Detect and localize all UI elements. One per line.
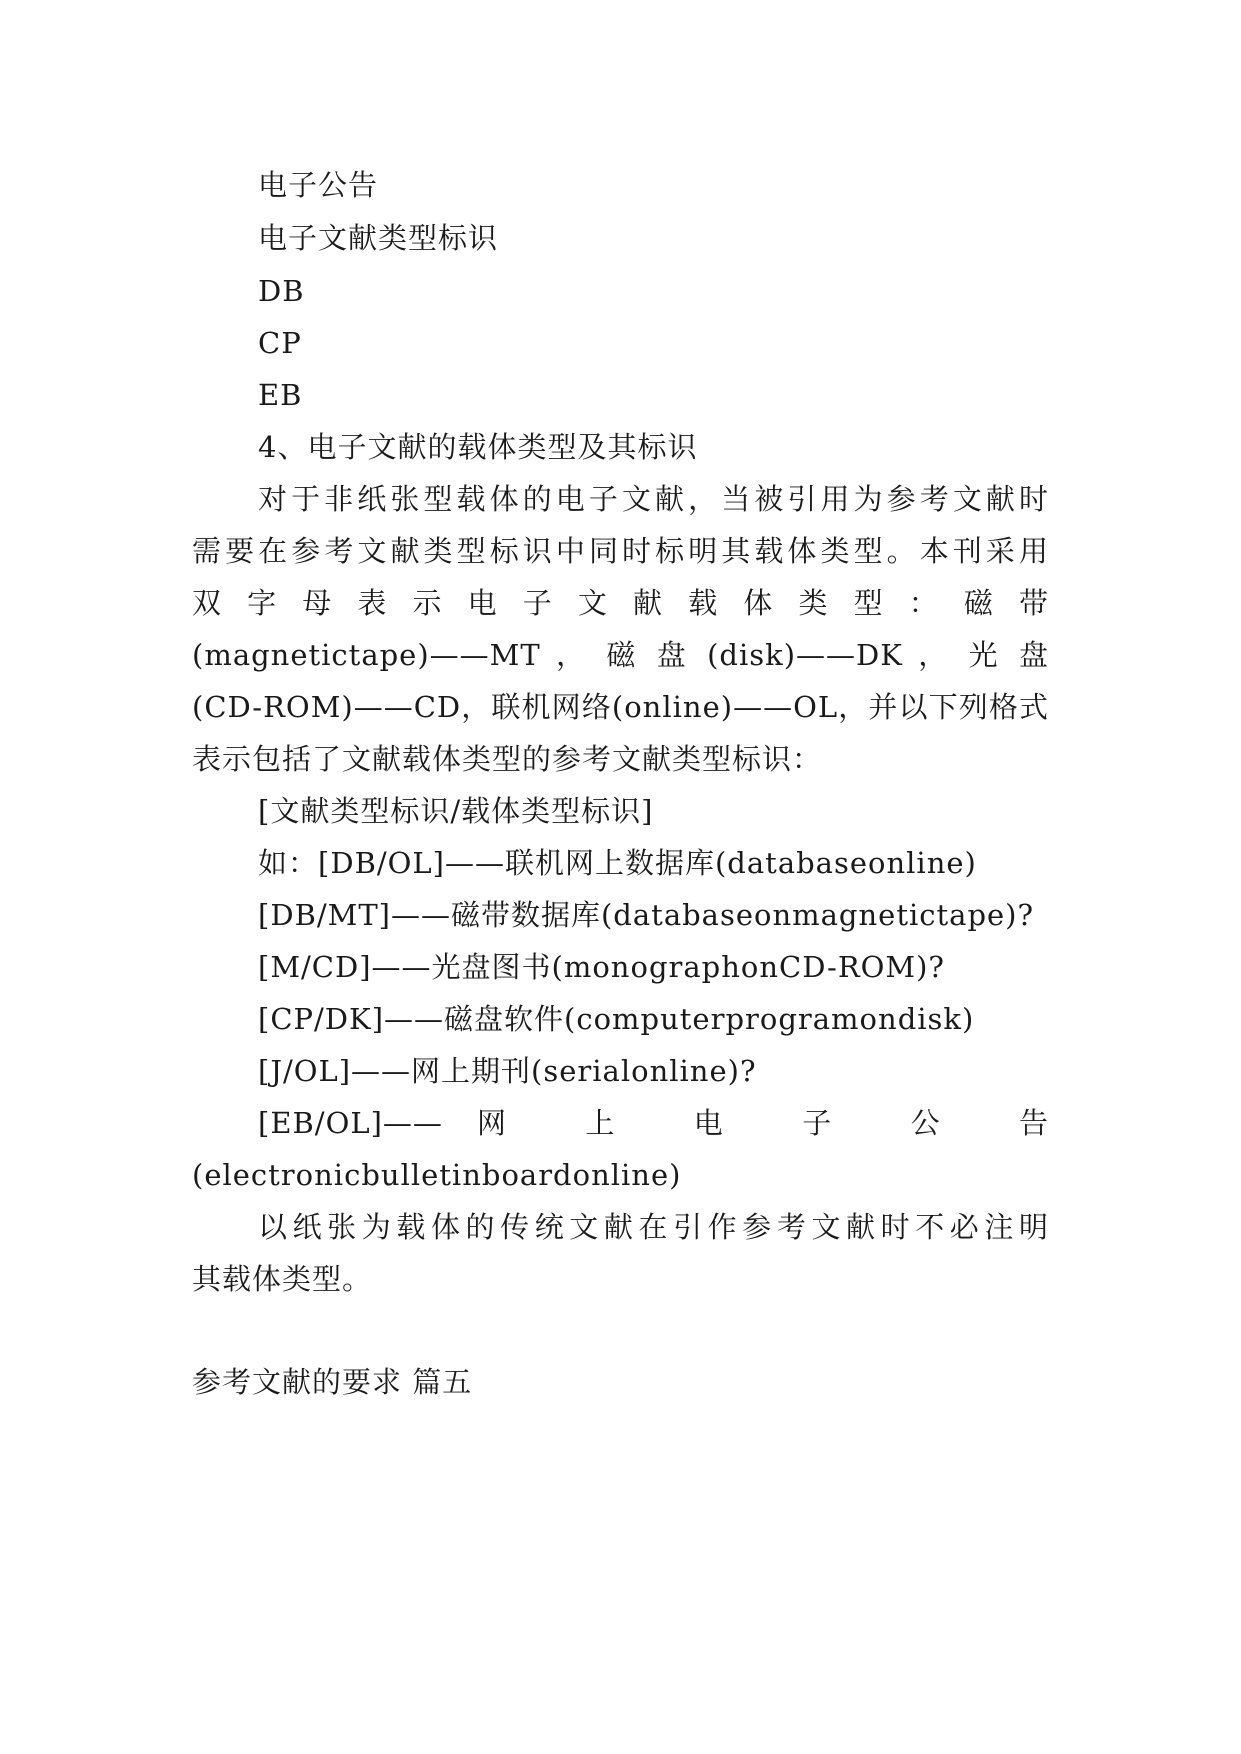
paragraph-line: 表示包括了文献载体类型的参考文献类型标识： [192, 742, 823, 776]
text-line: 如：[DB/OL]——联机网上数据库(databaseonline) [258, 846, 977, 880]
text-line: [J/OL]——网上期刊(serialonline)? [258, 1054, 757, 1088]
text-line: [DB/MT]——磁带数据库(databaseonmagnetictape)? [258, 898, 1035, 932]
text-line: EB [258, 378, 303, 412]
text-line: DB [258, 274, 305, 308]
text-line: (electronicbulletinboardonline) [192, 1158, 682, 1192]
section-heading: 4、电子文献的载体类型及其标识 [258, 430, 698, 464]
section-title: 参考文献的要求 篇五 [192, 1365, 473, 1399]
text-line: 电子公告 [258, 168, 379, 202]
paragraph-line: (CD-ROM)——CD，联机网络(online)——OL，并以下列格式 [192, 690, 1049, 724]
text-line: [CP/DK]——磁盘软件(computerprogramondisk) [258, 1002, 975, 1036]
text-line: 电子文献类型标识 [258, 221, 499, 255]
paragraph-line: 对于非纸张型载体的电子文献，当被引用为参考文献时 [258, 482, 1049, 516]
paragraph-line: (magnetictape)——MT ， 磁 盘 (disk)——DK ， 光 盘 [192, 638, 1049, 672]
paragraph-line: 其载体类型。 [192, 1262, 373, 1296]
text-line: [M/CD]——光盘图书(monographonCD-ROM)? [258, 950, 945, 984]
text-line: [文献类型标识/载体类型标识] [258, 794, 654, 828]
paragraph-line: 以纸张为载体的传统文献在引作参考文献时不必注明 [258, 1210, 1049, 1244]
text-line: [EB/OL]——网 上 电 子 公 告 [258, 1106, 1049, 1140]
text-line: CP [258, 326, 302, 360]
paragraph-line: 需要在参考文献类型标识中同时标明其载体类型。本刊采用 [192, 534, 1049, 568]
paragraph-line: 双字母表示电子文献载体类型：磁带 [192, 586, 1049, 620]
